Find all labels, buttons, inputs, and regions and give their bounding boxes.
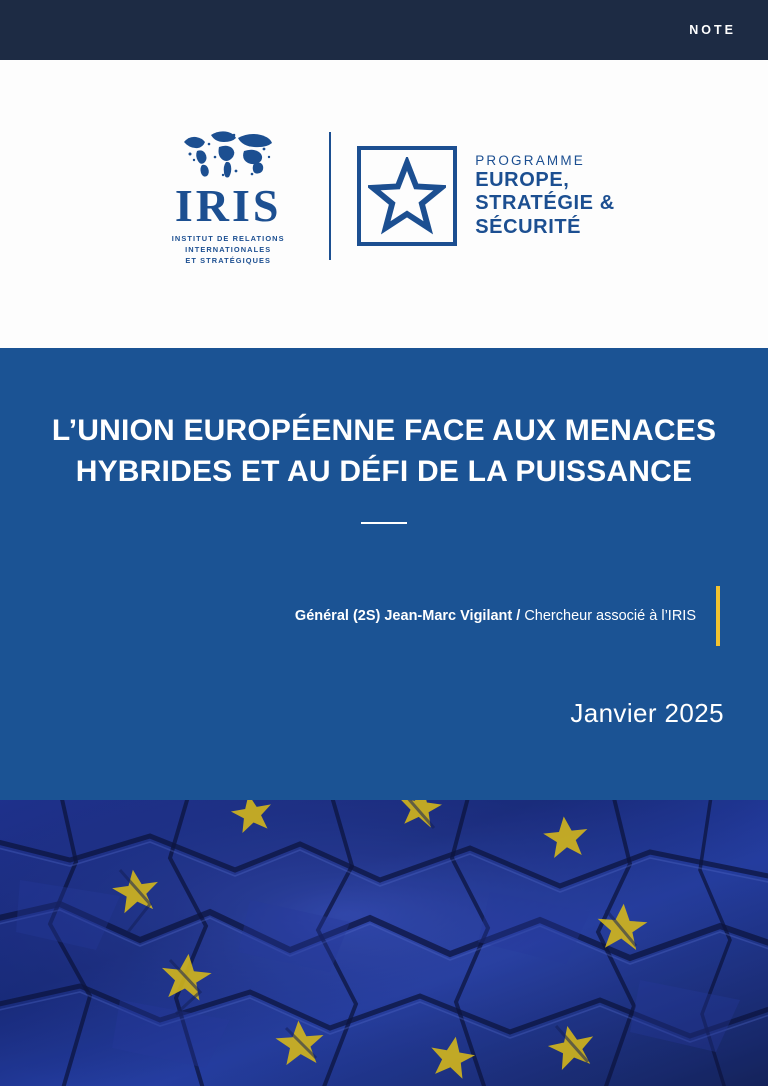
iris-subtitle-line-2: INTERNATIONALES	[185, 245, 272, 255]
programme-line-3: STRATÉGIE &	[475, 192, 615, 215]
author-name: Général (2S) Jean-Marc Vigilant /	[294, 608, 521, 624]
logo-band	[0, 60, 768, 348]
iris-wordmark: IRIS	[174, 180, 282, 232]
cover-photo	[0, 800, 768, 1086]
title-divider	[361, 522, 407, 524]
iris-logo	[153, 125, 303, 266]
programme-line-1: PROGRAMME	[475, 152, 586, 168]
iris-subtitle-line-1: INSTITUT DE RELATIONS	[171, 234, 285, 244]
logo-group	[153, 125, 615, 266]
author-role: Chercheur associé à l’IRIS	[524, 608, 696, 624]
page-title: L’UNION EUROPÉENNE FACE AUX MENACES HYBRIDES ET AU DÉFI DE LA PUISSANCE	[51, 414, 717, 489]
iris-subtitle	[172, 234, 285, 266]
author-line	[0, 608, 768, 624]
programme-line-2: EUROPE,	[475, 168, 570, 191]
programme-line-4: SÉCURITÉ	[475, 215, 582, 238]
title-band	[0, 348, 768, 800]
iris-subtitle-line-3: ET STRATÉGIQUES	[185, 255, 272, 265]
publication-date: Janvier 2025	[570, 698, 724, 728]
star-in-square-icon	[357, 146, 457, 246]
top-bar	[0, 0, 768, 60]
programme-logo	[357, 146, 615, 246]
programme-text	[475, 153, 615, 240]
logo-divider	[329, 132, 331, 260]
world-globe-icon	[180, 125, 276, 181]
note-label: NOTE	[689, 23, 736, 37]
